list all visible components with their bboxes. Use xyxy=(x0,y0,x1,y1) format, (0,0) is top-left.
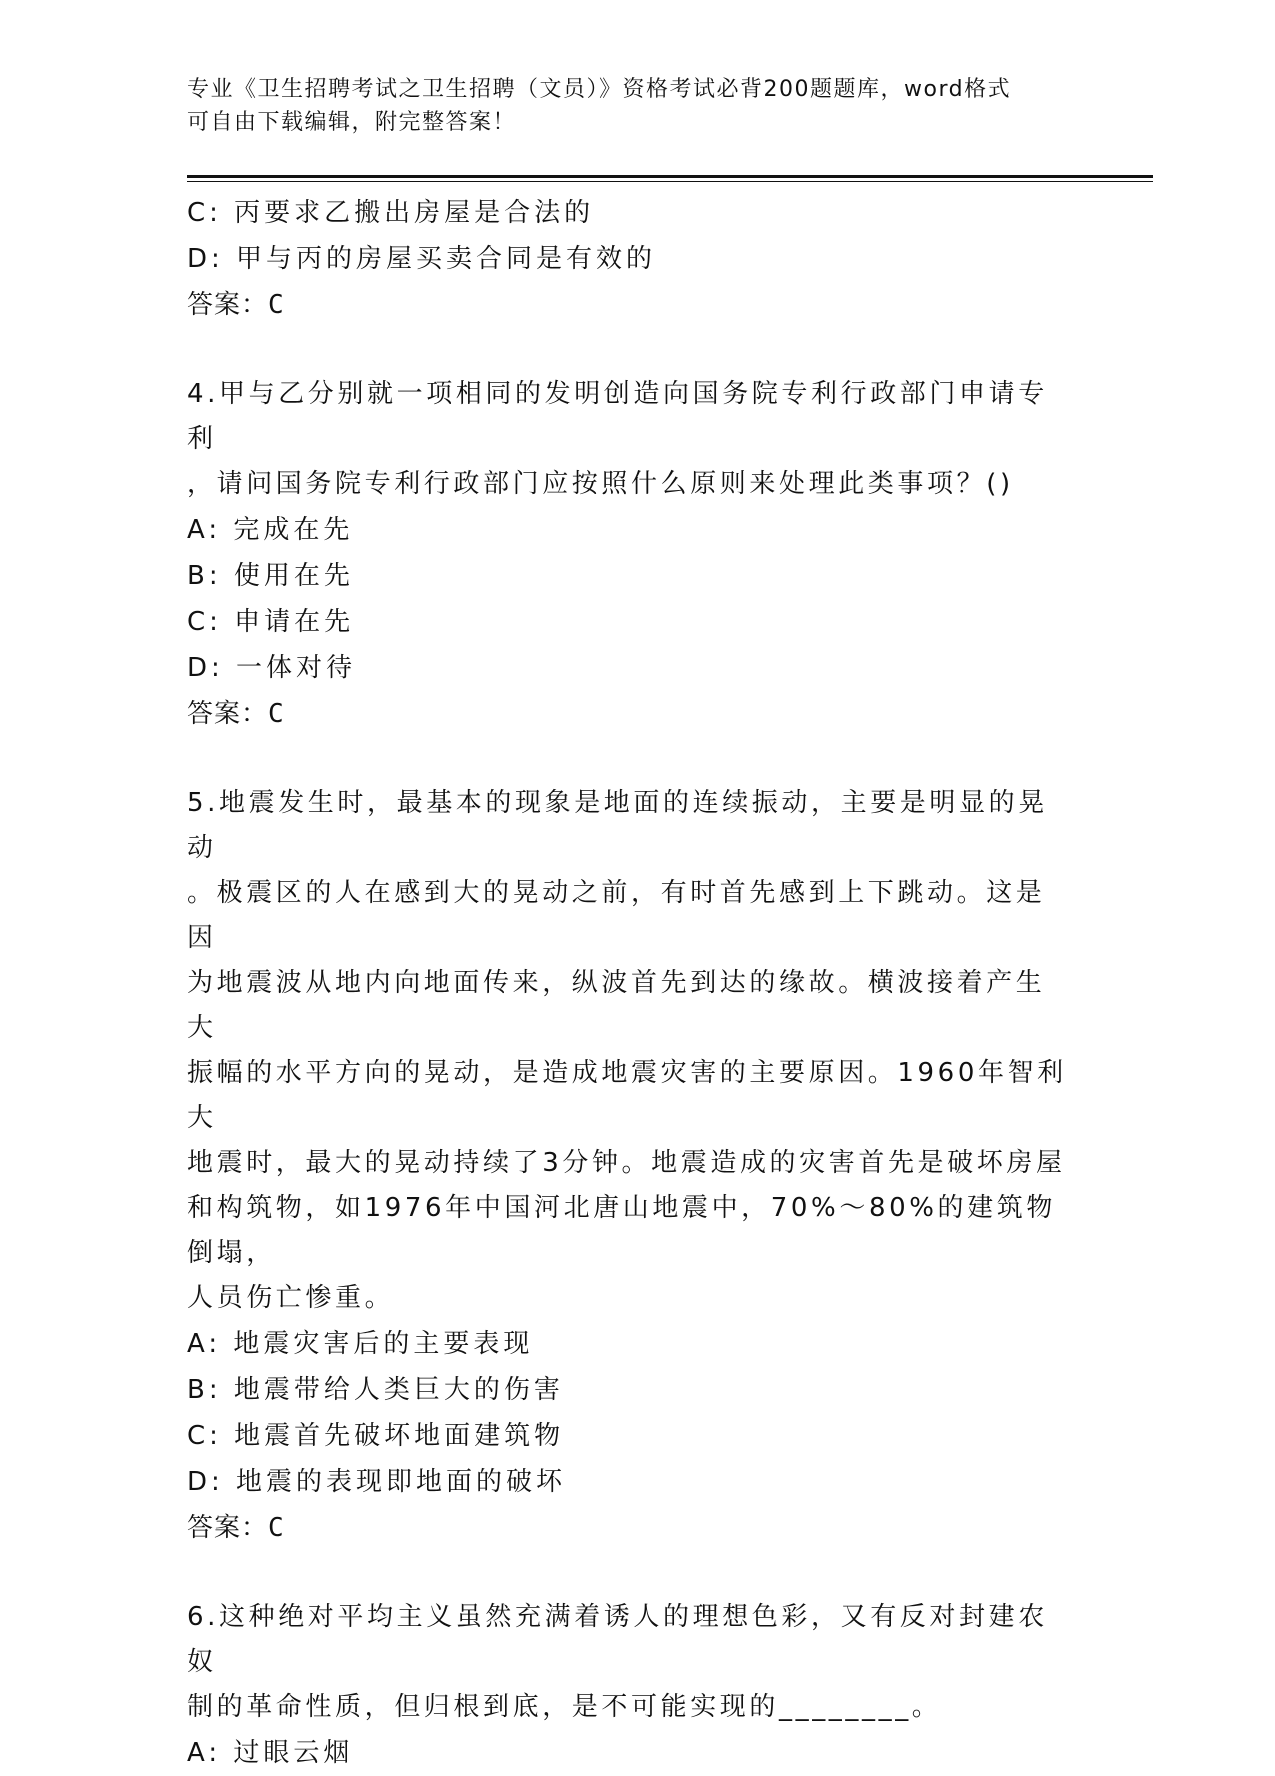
q5-option-a: A: 地震灾害后的主要表现 xyxy=(187,1329,534,1359)
q4-option-d: D: 一体对待 xyxy=(187,653,357,683)
q6-option-a: A: 过眼云烟 xyxy=(187,1738,354,1768)
question-4 xyxy=(187,372,1067,737)
q6-stem-line-2: 制的革命性质，但归根到底，是不可能实现的________。 xyxy=(187,1692,942,1722)
header-line-1: 专业《卫生招聘考试之卫生招聘（文员）》资格考试必背200题题库，word格式 xyxy=(187,77,1012,102)
q5-stem-line-3: 为地震波从地内向地面传来，纵波首先到达的缘故。横波接着产生大 xyxy=(187,968,1046,1043)
q5-stem-line-7: 人员伤亡惨重。 xyxy=(187,1283,395,1313)
q4-answer xyxy=(187,691,1067,737)
q3-option-d: D: 甲与丙的房屋买卖合同是有效的 xyxy=(187,244,657,274)
q5-stem-line-5: 地震时，最大的晃动持续了3分钟。地震造成的灾害首先是破坏房屋 xyxy=(187,1148,1066,1178)
q4-stem xyxy=(187,372,1067,507)
question-3 xyxy=(187,190,1067,328)
header-rule-thin xyxy=(187,181,1153,182)
document-body xyxy=(187,190,1067,1776)
q4-option-a: A: 完成在先 xyxy=(187,515,354,545)
q5-stem xyxy=(187,781,1067,1321)
spacer xyxy=(187,1551,1067,1595)
spacer xyxy=(187,737,1067,781)
q4-stem-line-1: 4.甲与乙分别就一项相同的发明创造向国务院专利行政部门申请专利 xyxy=(187,379,1048,454)
q5-option-b: B: 地震带给人类巨大的伤害 xyxy=(187,1375,564,1405)
header-rule-thick xyxy=(187,175,1153,178)
q4-stem-line-2: ，请问国务院专利行政部门应按照什么原则来处理此类事项？() xyxy=(187,469,1014,499)
q5-option-d: D: 地震的表现即地面的破坏 xyxy=(187,1467,567,1497)
q5-stem-line-1: 5.地震发生时，最基本的现象是地面的连续振动，主要是明显的晃动 xyxy=(187,788,1048,863)
q3-option-c: C: 丙要求乙搬出房屋是合法的 xyxy=(187,198,595,228)
spacer xyxy=(187,328,1067,372)
q5-stem-line-6: 和构筑物，如1976年中国河北唐山地震中，70%～80%的建筑物倒塌， xyxy=(187,1193,1056,1268)
q4-option-b: B: 使用在先 xyxy=(187,561,354,591)
q5-stem-line-2: 。极震区的人在感到大的晃动之前，有时首先感到上下跳动。这是因 xyxy=(187,878,1046,953)
q4-answer-label: 答案： xyxy=(187,699,269,729)
header-line-2: 可自由下载编辑，附完整答案！ xyxy=(187,110,517,135)
q5-answer xyxy=(187,1505,1067,1551)
q4-option-c: C: 申请在先 xyxy=(187,607,355,637)
q5-stem-line-4: 振幅的水平方向的晃动，是造成地震灾害的主要原因。1960年智利大 xyxy=(187,1058,1067,1133)
q5-answer-value: C xyxy=(268,1513,285,1543)
q5-option-c: C: 地震首先破坏地面建筑物 xyxy=(187,1421,565,1451)
q3-answer xyxy=(187,282,1067,328)
document-header xyxy=(187,73,1067,139)
q3-answer-value: C xyxy=(268,290,285,320)
q6-stem-line-1: 6.这种绝对平均主义虽然充满着诱人的理想色彩，又有反对封建农奴 xyxy=(187,1602,1048,1677)
question-5 xyxy=(187,781,1067,1551)
q6-stem xyxy=(187,1595,1067,1730)
q4-answer-value: C xyxy=(268,699,285,729)
q3-answer-label: 答案： xyxy=(187,290,269,320)
question-6 xyxy=(187,1595,1067,1776)
q5-answer-label: 答案： xyxy=(187,1513,269,1543)
